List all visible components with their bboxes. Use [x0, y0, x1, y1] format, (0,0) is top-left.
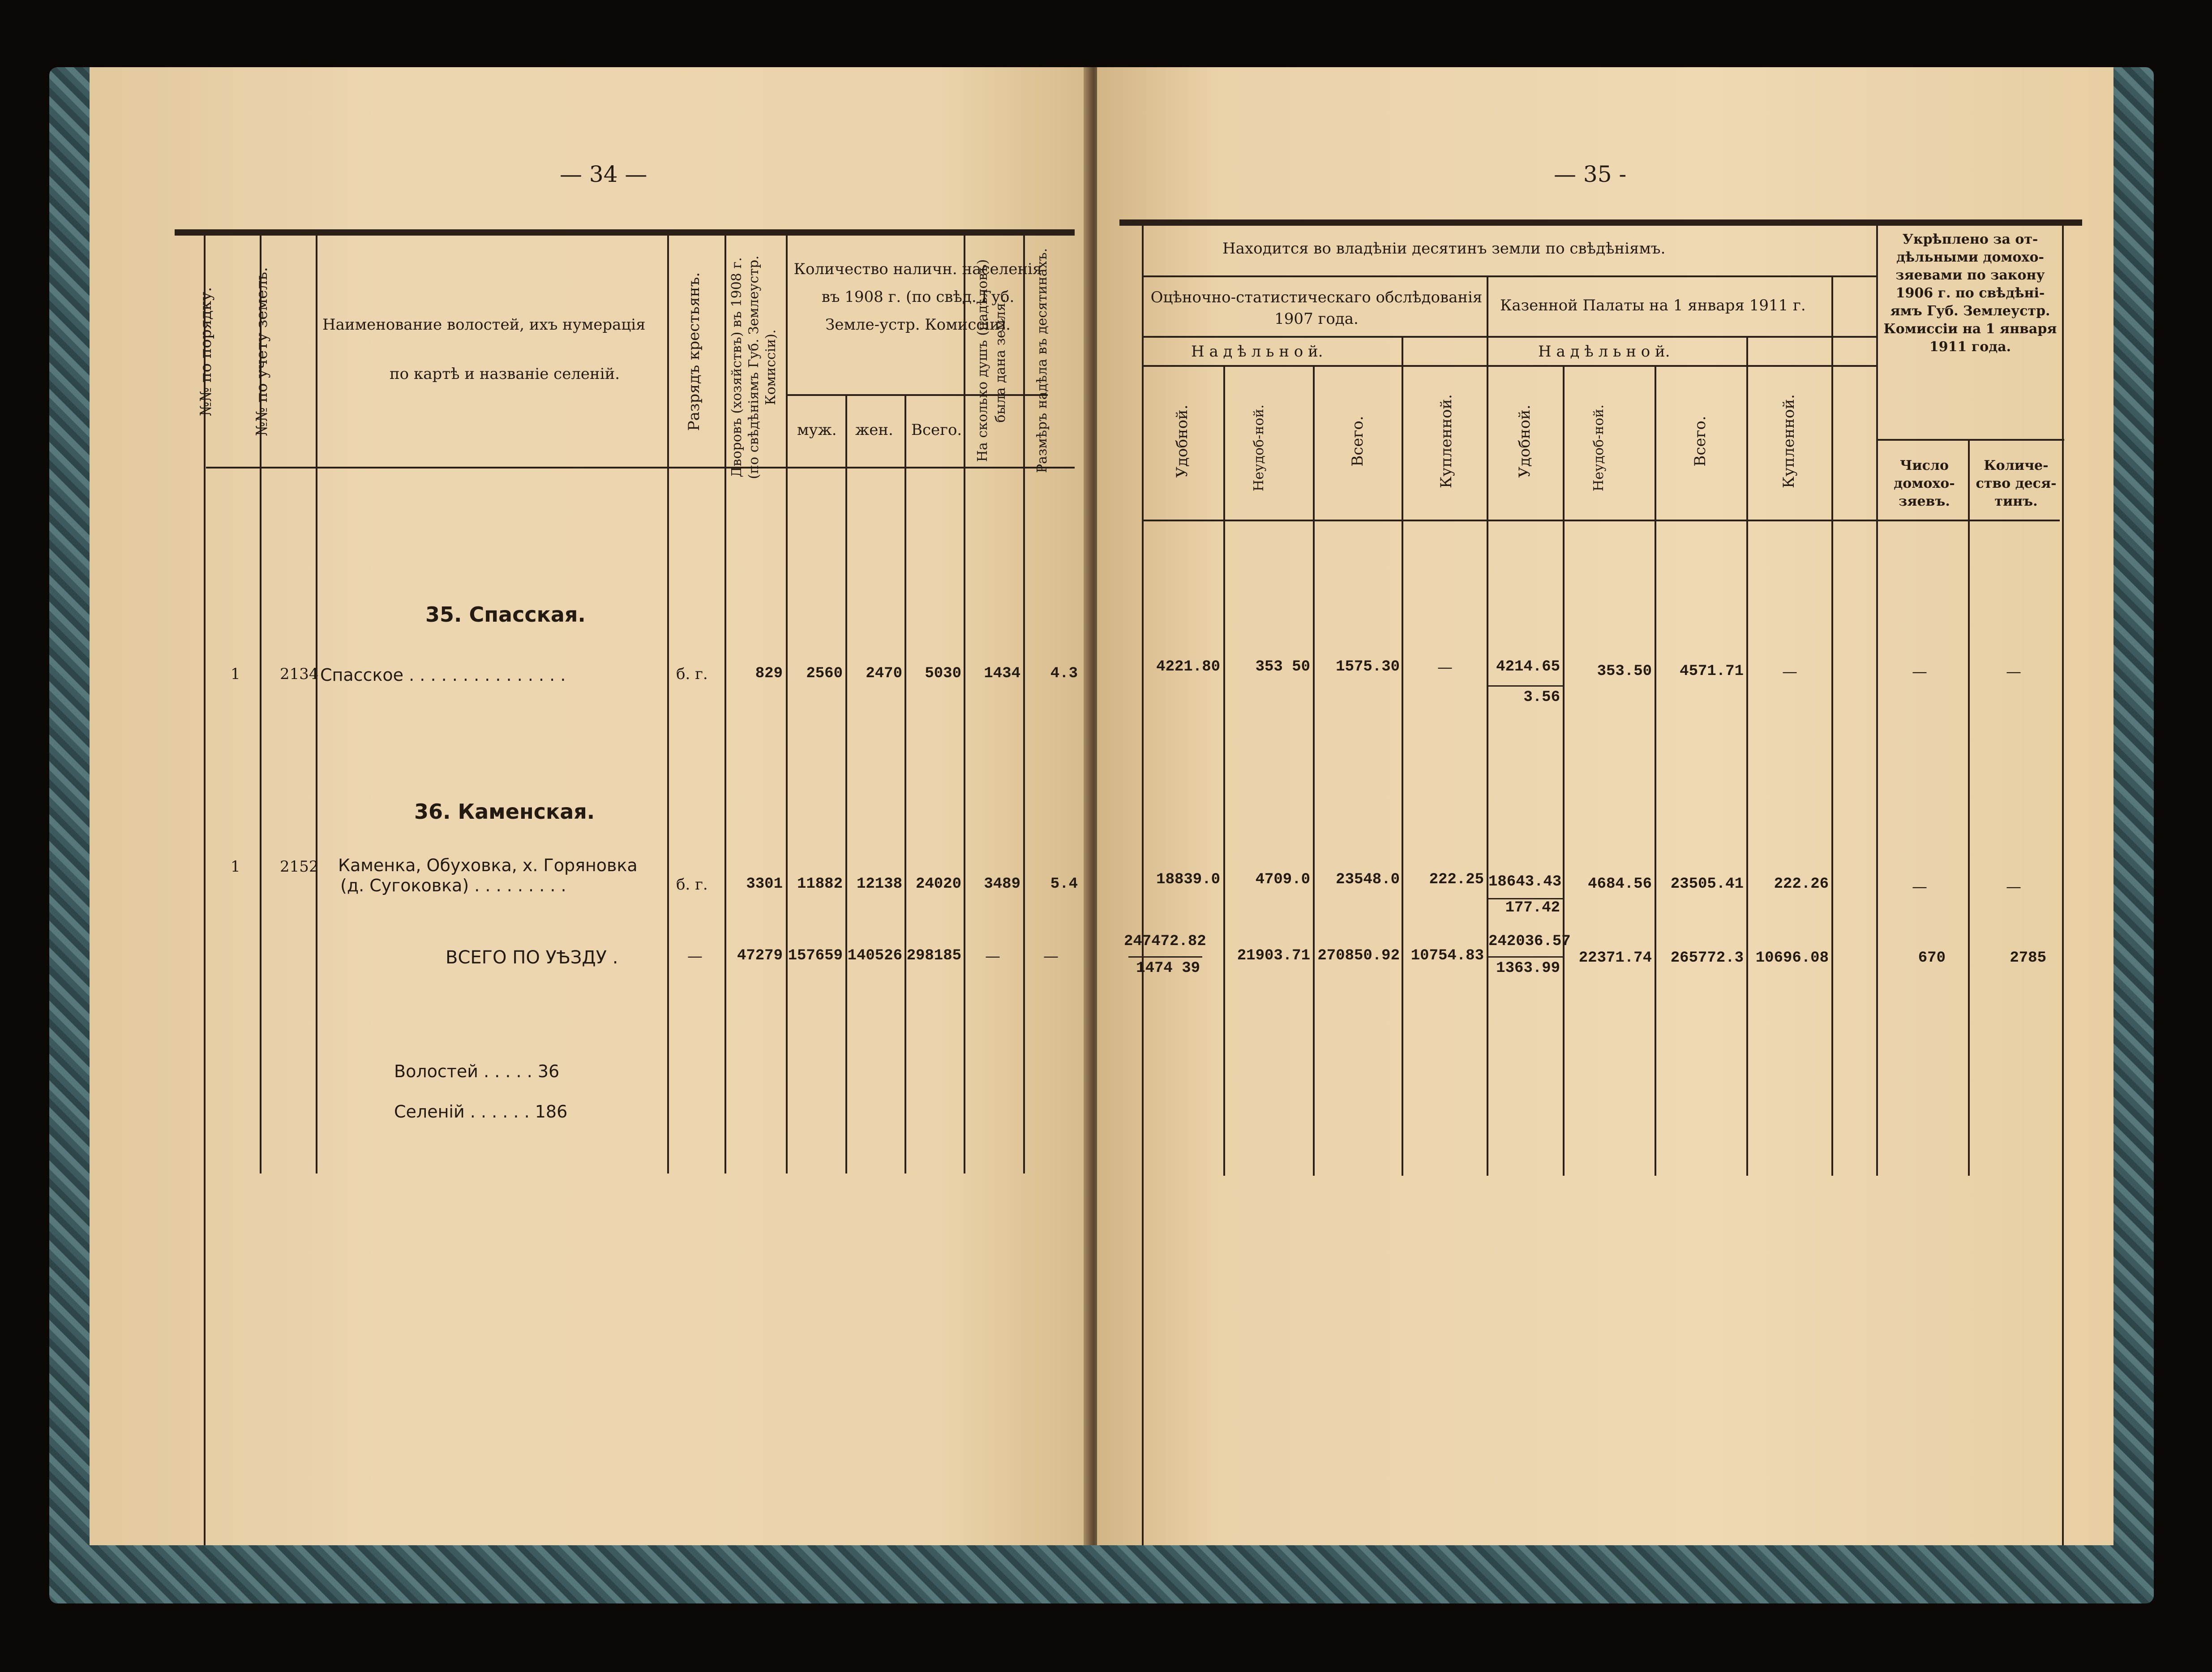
cell-male: 2560 [806, 665, 843, 682]
col-border [1968, 439, 1970, 1176]
col-border [1223, 365, 1225, 1176]
header-col-name: Наименование волостей, ихъ нумерація [322, 316, 646, 334]
cell-udobnoi-1911-b: 177.42 [1505, 899, 1560, 916]
cell-souls: 3489 [984, 876, 1020, 893]
total-udobnoi-1911: 242036.57 [1488, 933, 1571, 950]
col-border [1563, 365, 1565, 1176]
col-border [964, 233, 965, 1173]
total-souls: — [985, 947, 1000, 965]
header-col-male: муж. [797, 421, 837, 439]
left-page [90, 67, 1088, 1545]
cell-vsego-1911: 23505.41 [1670, 876, 1744, 893]
header-vsego-1911: Всего. [1691, 416, 1709, 467]
col-border [724, 233, 726, 1173]
col-border [316, 233, 317, 1173]
cell-households: 829 [755, 665, 783, 682]
header-col-households: Дворовъ (хозяйствъ) въ 1908 г. (по свѣдѣніямъ Губ. Землеустр. Комиссіи). [729, 255, 779, 479]
total-category: — [687, 947, 703, 965]
total-udobnoi-1911-b: 1363.99 [1496, 960, 1560, 977]
total-households: 47279 [737, 947, 783, 964]
cell-householders: — [1912, 663, 1927, 681]
header-bottom-rule [206, 467, 1075, 469]
page-number: — 35 - [1554, 161, 1627, 187]
cell-neudob-1911: 4684.56 [1588, 876, 1652, 893]
cell-no: 1 [231, 858, 240, 876]
cell-udobnoi-1911: 18643.43 [1488, 873, 1562, 890]
total-neudob-1911: 22371.74 [1578, 950, 1652, 967]
cell-udobnoi-1907: 18839.0 [1156, 871, 1220, 888]
total-vsego-1907: 270850.92 [1317, 947, 1400, 964]
section-title: 35. Спасская. [425, 602, 586, 627]
cell-udobnoi-1907: 4221.80 [1156, 658, 1220, 675]
col-border [1831, 275, 1833, 1176]
total-desyatin: 2785 [2010, 950, 2046, 967]
header-nadel-1911: Н а д ѣ л ь н о й. [1538, 343, 1670, 361]
cell-no: 1 [231, 665, 240, 683]
header-col-total: Всего. [911, 421, 962, 439]
cell-allotment: 4.3 [1050, 665, 1078, 682]
cell-vsego-1907: 1575.30 [1336, 658, 1400, 675]
cell-kuplen-1907: — [1437, 658, 1453, 676]
cell-divider [1128, 956, 1202, 958]
cell-kuplen-1907: 222.25 [1429, 871, 1484, 888]
cell-land-no: 2134 [280, 665, 319, 683]
cell-name: Каменка, Обуховка, х. Горяновка [338, 855, 638, 875]
cell-name: (д. Сугоковка) . . . . . . . . . [340, 876, 566, 895]
cell-total: 5030 [925, 665, 961, 682]
total-neudob-1907: 21903.71 [1237, 947, 1310, 964]
total-allotment: — [1043, 947, 1059, 965]
cell-female: 2470 [866, 665, 902, 682]
cell-udobnoi-1911-b: 3.56 [1523, 689, 1560, 706]
total-kuplen-1911: 10696.08 [1755, 950, 1829, 967]
header-subrule [1876, 439, 2064, 441]
page-number: — 34 — [560, 161, 647, 187]
summary-villages: Селеній . . . . . . 186 [394, 1102, 568, 1122]
summary-volosts: Волостей . . . . . 36 [394, 1062, 560, 1081]
header-group-ukrep: Укрѣплено за от-дѣльными домохо-зяевами по закону 1906 г. по свѣдѣні-ямъ Губ. Землеустр. Комиссіи на 1 января 1911 года. [1883, 232, 2057, 355]
cell-neudob-1907: 4709.0 [1255, 871, 1310, 888]
header-udobnoi-1911: Удобной. [1516, 404, 1534, 478]
header-col-female: жен. [855, 421, 893, 439]
header-col-land: №№ по учету земель. [253, 267, 271, 436]
total-kuplen-1907: 10754.83 [1410, 947, 1484, 964]
cell-householders: — [1912, 878, 1927, 896]
header-col-name: по картѣ и названіе селеній. [390, 365, 620, 383]
col-border [905, 394, 906, 1173]
cell-desyatin: — [2006, 878, 2021, 896]
header-rule [1119, 219, 2082, 226]
header-group-1907: Оцѣночно-статистическаго обслѣдованія 1907 года. [1150, 288, 1483, 328]
col-border [1487, 275, 1488, 1176]
cell-female: 12138 [856, 876, 902, 893]
section-title: 36. Каменская. [414, 799, 595, 824]
cell-souls: 1434 [984, 665, 1020, 682]
header-nadel-1907: Н а д ѣ л ь н о й. [1191, 343, 1323, 361]
right-page [1097, 67, 2113, 1545]
col-border [786, 233, 788, 1173]
header-population-group: Количество наличн. населенія въ 1908 г. (по свѣд. Губ. Земле-устр. Комиссіи). [793, 260, 1042, 334]
col-border [1142, 224, 1144, 1545]
cell-desyatin: — [2006, 663, 2021, 681]
header-col-souls: На сколько душъ (надѣловъ) была дана земля. [975, 259, 1008, 462]
total-total: 298185 [906, 947, 961, 964]
col-border [1746, 336, 1748, 1176]
cell-divider [1487, 956, 1563, 958]
header-subrule [1142, 275, 1876, 277]
header-col-category: Разрядъ крестьянъ. [685, 272, 703, 431]
cell-kuplen-1911: 222.26 [1774, 876, 1829, 893]
cell-divider [1487, 685, 1563, 687]
col-border [667, 233, 669, 1173]
total-label: ВСЕГО ПО УѢЗДУ . [446, 947, 618, 968]
col-border [1402, 336, 1403, 1176]
header-subrule [1142, 336, 1876, 338]
header-neudob-1911: Неудоб-ной. [1591, 404, 1607, 491]
cell-name: Спасское . . . . . . . . . . . . . . . [320, 665, 566, 685]
col-border [1313, 365, 1315, 1176]
header-kuplen-1907: Купленной. [1437, 394, 1455, 488]
cell-vsego-1911: 4571.71 [1680, 663, 1744, 680]
cell-category: б. г. [676, 665, 708, 683]
header-group-main: Находится во владѣніи десятинъ земли по свѣдѣніямъ. [1222, 240, 1666, 258]
col-border [1876, 224, 1878, 1176]
cell-udobnoi-1911: 4214.65 [1496, 658, 1560, 675]
cell-kuplen-1911: — [1782, 663, 1797, 681]
cell-neudob-1907: 353 50 [1255, 658, 1310, 675]
header-col-no: №№ по порядку. [197, 287, 215, 417]
cell-land-no: 2152 [280, 858, 319, 876]
header-vsego-1907: Всего. [1349, 416, 1367, 467]
header-neudob-1907: Неудоб-ной. [1251, 404, 1267, 491]
cell-neudob-1911: 353.50 [1597, 663, 1652, 680]
col-border [1655, 365, 1656, 1176]
cell-households: 3301 [746, 876, 783, 893]
header-kuplen-1911: Купленной. [1780, 394, 1798, 488]
total-male: 157659 [788, 947, 843, 964]
header-udobnoi-1907: Удобной. [1173, 404, 1191, 478]
header-group-1911: Казенной Палаты на 1 января 1911 г. [1500, 297, 1806, 314]
total-udobnoi-1907-b: 1474 39 [1136, 960, 1200, 977]
total-udobnoi-1907: 247472.82 [1124, 933, 1206, 950]
cell-male: 11882 [797, 876, 843, 893]
total-vsego-1911: 265772.3 [1670, 950, 1744, 967]
total-female: 140526 [847, 947, 902, 964]
cell-vsego-1907: 23548.0 [1336, 871, 1400, 888]
header-rule [175, 229, 1075, 236]
cell-category: б. г. [676, 876, 708, 894]
col-border [845, 394, 847, 1173]
cell-total: 24020 [915, 876, 961, 893]
col-border [2062, 224, 2064, 1545]
header-col-desyatin: Количе-ство деся-тинъ. [1976, 458, 2057, 509]
cell-allotment: 5.4 [1050, 876, 1078, 893]
header-col-householders: Число домохо-зяевъ. [1894, 458, 1955, 509]
header-col-allotment: Размѣръ надѣла въ десятинахъ. [1034, 248, 1050, 473]
col-border [1023, 233, 1025, 1173]
total-householders: 670 [1918, 950, 1946, 967]
